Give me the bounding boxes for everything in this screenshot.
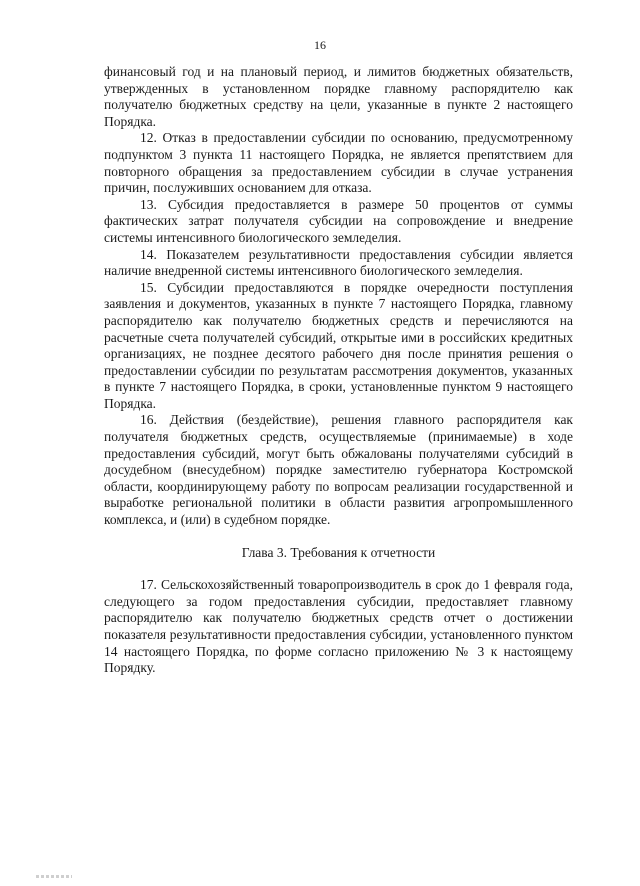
page-number: 16 — [314, 38, 326, 52]
paragraph-17: 17. Сельскохозяйственный товаропроизводитель в срок до 1 февраля года, следующего за годом предоставления субсидии, предоставляет главному распорядителю как получателю бюджетных средств отчет о достижении показателя результативности предоставления субсидии, установленного пунктом 14 настоящего Порядка, по форме согласно приложению № 3 к настоящему Порядку. — [104, 577, 573, 676]
scan-artifact — [36, 875, 72, 878]
document-body — [104, 64, 573, 677]
paragraph-14: 14. Показателем результативности предоставления субсидии является наличие внедренной системы интенсивного биологического земледелия. — [104, 246, 573, 279]
paragraph-12: 12. Отказ в предоставлении субсидии по основанию, предусмотренному подпунктом 3 пункта 11 настоящего Порядка, не является препятствием для повторного обращения за предоставлением субсидии в случае устранения причин, послуживших основанием для отказа. — [104, 130, 573, 196]
chapter-heading: Глава 3. Требования к отчетности — [241, 544, 436, 560]
paragraph-16: 16. Действия (бездействие), решения главного распорядителя как получателя бюджетных средств, осуществляемые (принимаемые) в ходе предоставления субсидий, могут быть обжалованы получателями субсидий в досудебном (внесудебном) порядке заместителю губернатора Костромской области, координирующему работу по вопросам реализации государственной и выработке региональной политики в области развития агропромышленного комплекса, и (или) в судебном порядке. — [104, 412, 573, 528]
paragraph-15: 15. Субсидии предоставляются в порядке очередности поступления заявления и документов, указанных в пункте 7 настоящего Порядка, главному распорядителю как получателю бюджетных средств и перечисляются на расчетные счета получателей субсидий, открытые ими в российских кредитных организациях, не позднее десятого рабочего дня после принятия решения о предоставлении субсидии по результатам рассмотрения документов, указанных в пункте 7 настоящего Порядка, в сроки, установленные пунктом 9 настоящего Порядка. — [104, 279, 573, 411]
paragraph-13: 13. Субсидия предоставляется в размере 50 процентов от суммы фактических затрат получателя субсидии на сопровождение и внедрение системы интенсивного биологического земледелия. — [104, 196, 573, 245]
paragraph-continued: финансовый год и на плановый период, и лимитов бюджетных обязательств, утвержденных в установленном порядке главному распорядителю как получателю бюджетных средству на цели, указанные в пункте 2 настоящего Порядка. — [104, 64, 573, 129]
